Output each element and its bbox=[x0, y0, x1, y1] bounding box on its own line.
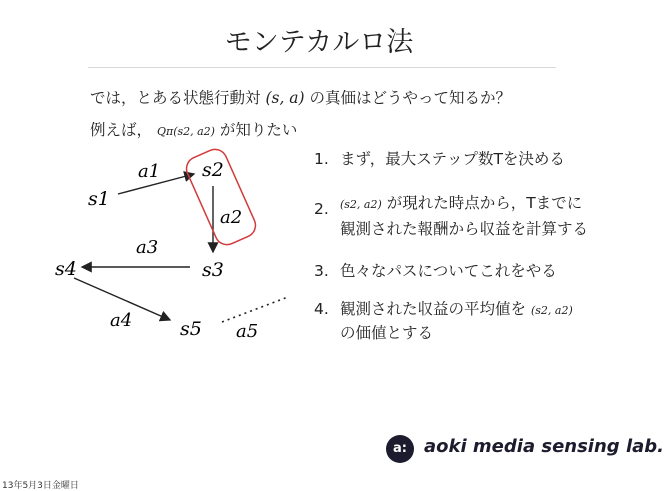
step-number: 2. bbox=[314, 200, 329, 218]
action-a1: a1 bbox=[138, 161, 161, 182]
step-text-line2: 観測された報酬から収益を計算する bbox=[340, 220, 589, 238]
intro-math: (s, a) bbox=[265, 89, 305, 107]
example-math: Qπ(s2, a2) bbox=[156, 125, 215, 138]
node-s5: s5 bbox=[180, 318, 202, 340]
example-text-after: が知りたい bbox=[219, 121, 298, 139]
step-math: (s2, a2) bbox=[340, 198, 382, 211]
node-s4: s4 bbox=[55, 258, 77, 280]
lab-logo bbox=[386, 435, 664, 461]
logo-mark-icon: a: bbox=[386, 435, 414, 463]
edge-s5-continuation bbox=[222, 297, 288, 322]
node-s3: s3 bbox=[202, 259, 224, 281]
step-text: まず，最大ステップ数Tを決める bbox=[340, 150, 565, 168]
action-a4: a4 bbox=[110, 310, 133, 331]
step-number: 4. bbox=[314, 300, 329, 318]
intro-text-before: では，とある状態行動対 bbox=[90, 89, 261, 107]
node-s1: s1 bbox=[88, 188, 110, 210]
step-text: が現れた時点から，Tまでに bbox=[386, 194, 583, 212]
step-text: 色々なパスについてこれをやる bbox=[340, 262, 557, 280]
step-text-line1 bbox=[340, 190, 582, 218]
step-number: 3. bbox=[314, 262, 329, 280]
step-math: (s2, a2) bbox=[530, 304, 573, 317]
intro-text-after: の真価はどうやって知るか？ bbox=[309, 89, 512, 107]
footer-date: 13年5月3日金曜日 bbox=[2, 481, 79, 491]
action-a5: a5 bbox=[236, 321, 259, 342]
action-a2: a2 bbox=[220, 207, 243, 228]
step-text: 観測された収益の平均値を bbox=[340, 300, 527, 318]
example-text-before: 例えば， bbox=[90, 121, 153, 139]
step-number: 1. bbox=[314, 150, 329, 168]
node-s2: s2 bbox=[202, 159, 224, 181]
slide-title: モンテカルロ法 bbox=[224, 27, 414, 58]
logo-text: aoki media sensing lab. bbox=[424, 436, 664, 457]
action-a3: a3 bbox=[136, 237, 159, 258]
step-text-line2: の価値とする bbox=[340, 324, 434, 342]
